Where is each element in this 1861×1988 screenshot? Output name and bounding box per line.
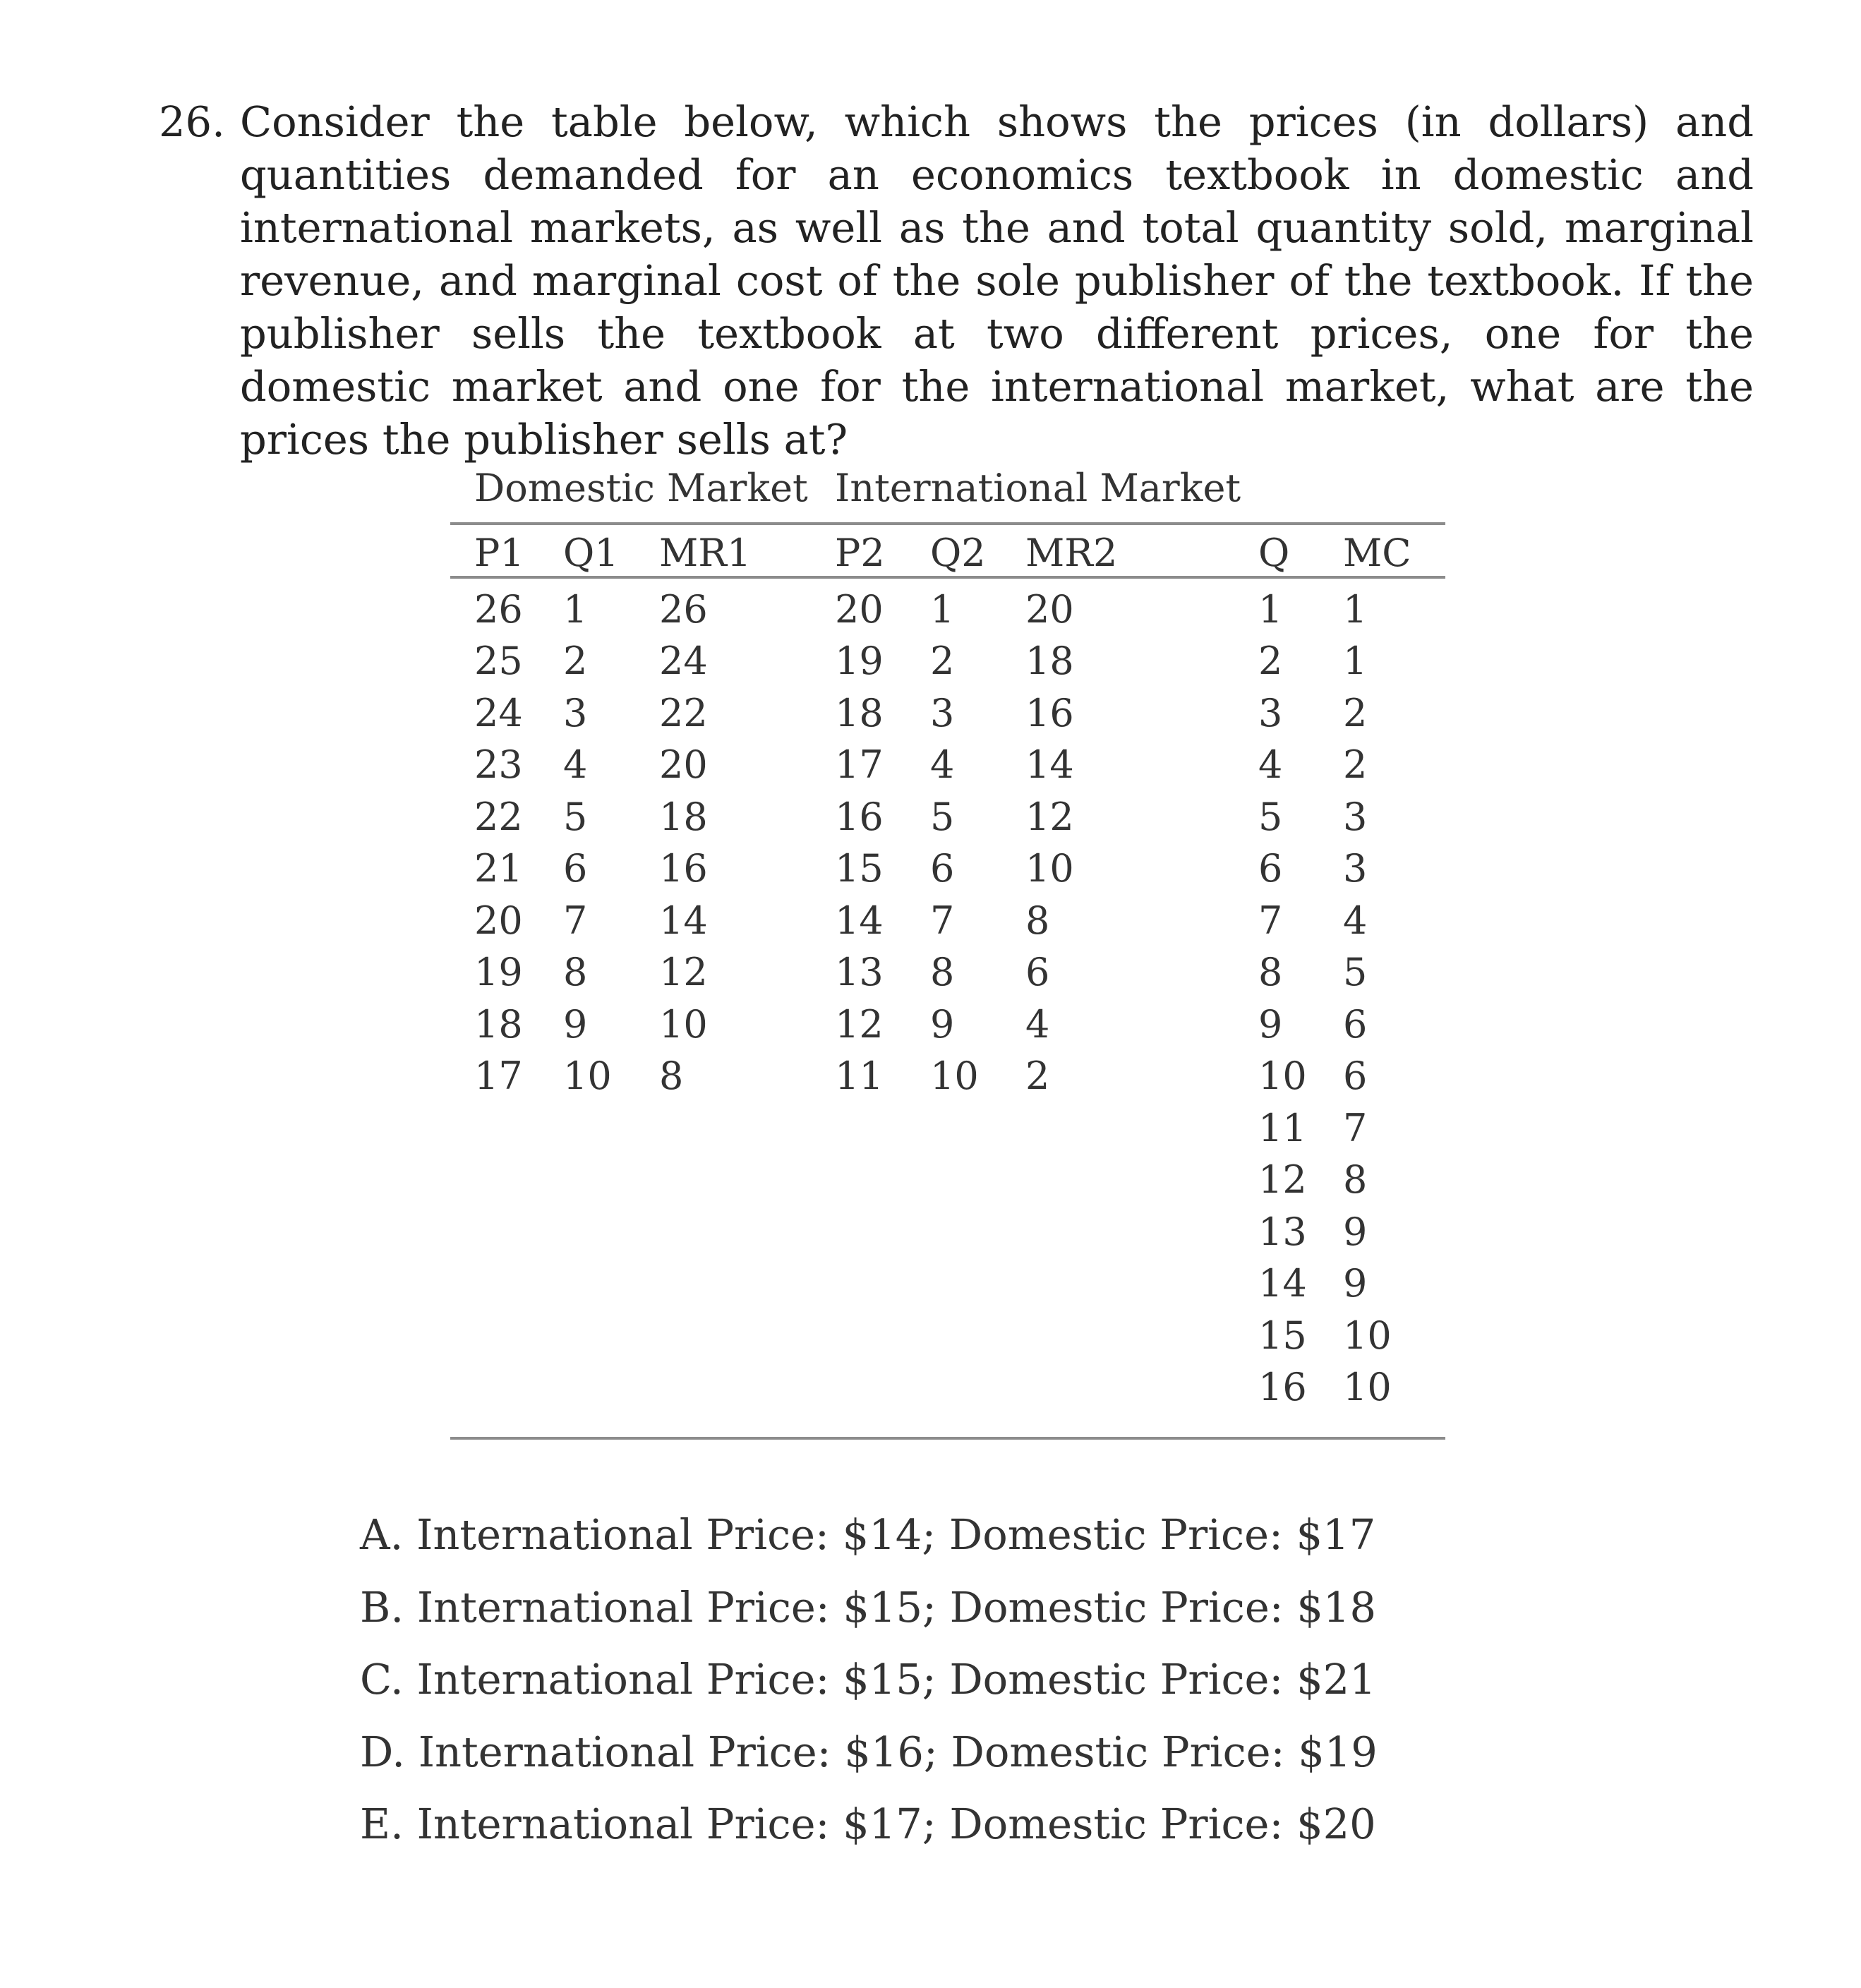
cell-mr2: 4 (1025, 1001, 1050, 1047)
cell-q: 15 (1258, 1313, 1307, 1358)
cell-q1: 5 (563, 794, 588, 839)
cell-mr1: 24 (659, 639, 708, 683)
cell-mc: 3 (1343, 846, 1368, 891)
cell-q: 1 (1258, 586, 1283, 632)
cell-q: 14 (1258, 1261, 1307, 1306)
cell-mc: 8 (1343, 1157, 1368, 1202)
cell-p2: 13 (835, 950, 884, 994)
cell-mr2: 10 (1025, 846, 1074, 891)
cell-mr1: 20 (659, 742, 708, 787)
cell-mr2: 18 (1025, 639, 1074, 683)
column-header-mr1: MR1 (659, 531, 752, 575)
answer-option-d[interactable]: D. International Price: $16; Domestic Price: $19 (360, 1727, 1378, 1776)
cell-p1: 22 (474, 794, 523, 839)
table-row (450, 738, 1445, 790)
cell-p1: 18 (474, 1001, 523, 1047)
cell-p1: 17 (474, 1054, 523, 1098)
cell-mc: 1 (1343, 586, 1368, 632)
cell-p2: 12 (835, 1001, 884, 1047)
cell-p2: 11 (835, 1054, 884, 1098)
cell-q: 11 (1258, 1105, 1307, 1150)
cell-q1: 7 (563, 898, 588, 943)
cell-mc: 10 (1343, 1313, 1392, 1358)
table-row (450, 1205, 1445, 1258)
question-number: 26. (159, 97, 225, 146)
table-row (450, 583, 1445, 635)
cell-q: 9 (1258, 1001, 1283, 1047)
cell-mr1: 14 (659, 898, 708, 943)
cell-p2: 14 (835, 898, 884, 943)
cell-q1: 2 (563, 639, 588, 683)
price-quantity-table (450, 466, 1445, 1413)
table-row (450, 894, 1445, 946)
column-header-q2: Q2 (930, 531, 986, 575)
column-header-q: Q (1258, 531, 1290, 575)
column-header-mc: MC (1343, 531, 1411, 575)
cell-mr2: 6 (1025, 950, 1050, 994)
answer-option-c[interactable]: C. International Price: $15; Domestic Price: $21 (360, 1655, 1376, 1704)
cell-q: 6 (1258, 846, 1283, 891)
cell-q2: 8 (930, 950, 955, 994)
cell-q1: 1 (563, 586, 588, 632)
cell-mr1: 16 (659, 846, 708, 891)
cell-p1: 20 (474, 898, 523, 943)
cell-q: 7 (1258, 898, 1283, 943)
cell-mr2: 12 (1025, 794, 1074, 839)
table-row (450, 687, 1445, 739)
column-header-p2: P2 (835, 531, 885, 575)
cell-q2: 10 (930, 1054, 979, 1098)
cell-mr1: 10 (659, 1001, 708, 1047)
cell-mc: 6 (1343, 1054, 1368, 1098)
cell-p2: 19 (835, 639, 884, 683)
table-row (450, 998, 1445, 1050)
table-row (450, 634, 1445, 687)
cell-q: 12 (1258, 1157, 1307, 1202)
cell-p2: 15 (835, 846, 884, 891)
cell-q: 16 (1258, 1365, 1307, 1409)
table-row (450, 1257, 1445, 1309)
column-header-p1: P1 (474, 531, 524, 575)
answer-option-a[interactable]: A. International Price: $14; Domestic Price: $17 (360, 1510, 1376, 1559)
international-market-header: International Market (835, 466, 1241, 510)
cell-q: 5 (1258, 794, 1283, 839)
question-text: Consider the table below, which shows the prices (in dollars) and quantities demanded for an economics textbook in domestic and international markets, as well as the and total quantity sold, marginal revenue, and marginal cost of the sole publisher of the textbook. If the publisher sells the textbook at two different prices, one for the domestic market and one for the international market, what are the prices the publisher sells at? (240, 97, 1754, 464)
answer-option-e[interactable]: E. International Price: $17; Domestic Price: $20 (360, 1800, 1376, 1848)
table-column-headers (450, 526, 1445, 579)
cell-q1: 10 (563, 1054, 612, 1098)
cell-q2: 6 (930, 846, 955, 891)
column-header-q1: Q1 (563, 531, 619, 575)
cell-p1: 23 (474, 742, 523, 787)
cell-q2: 4 (930, 742, 955, 787)
cell-q1: 9 (563, 1001, 588, 1047)
cell-mr2: 2 (1025, 1054, 1050, 1098)
cell-q: 2 (1258, 639, 1283, 683)
cell-q2: 2 (930, 639, 955, 683)
cell-p2: 16 (835, 794, 884, 839)
cell-p1: 24 (474, 690, 523, 735)
cell-q1: 8 (563, 950, 588, 994)
cell-mr1: 8 (659, 1054, 684, 1098)
cell-p1: 19 (474, 950, 523, 994)
cell-mc: 4 (1343, 898, 1368, 943)
cell-q1: 6 (563, 846, 588, 891)
cell-q: 13 (1258, 1209, 1307, 1254)
cell-q1: 3 (563, 690, 588, 735)
cell-mr2: 8 (1025, 898, 1050, 943)
cell-p1: 26 (474, 586, 523, 632)
table-row (450, 842, 1445, 894)
table-group-headers (450, 466, 1445, 515)
table-row (450, 1361, 1445, 1413)
cell-mr2: 14 (1025, 742, 1074, 787)
cell-q2: 3 (930, 690, 955, 735)
column-header-mr2: MR2 (1025, 531, 1118, 575)
table-row (450, 1102, 1445, 1154)
cell-mc: 6 (1343, 1001, 1368, 1047)
table-row (450, 1049, 1445, 1102)
cell-q2: 5 (930, 794, 955, 839)
cell-mc: 7 (1343, 1105, 1368, 1150)
cell-mr2: 20 (1025, 586, 1074, 632)
answer-option-b[interactable]: B. International Price: $15; Domestic Price: $18 (360, 1582, 1376, 1632)
cell-p2: 18 (835, 690, 884, 735)
cell-mc: 1 (1343, 639, 1368, 683)
cell-mr1: 26 (659, 586, 708, 632)
question-block (159, 95, 1754, 466)
answer-options (360, 1510, 1378, 1872)
table-row (450, 790, 1445, 843)
cell-q: 4 (1258, 742, 1283, 787)
cell-mr2: 16 (1025, 690, 1074, 735)
table-header-rule (450, 576, 1445, 579)
cell-q1: 4 (563, 742, 588, 787)
cell-q: 10 (1258, 1054, 1307, 1098)
cell-q: 3 (1258, 690, 1283, 735)
cell-mc: 9 (1343, 1261, 1368, 1306)
cell-mr1: 18 (659, 794, 708, 839)
cell-p1: 25 (474, 639, 523, 683)
cell-mc: 2 (1343, 690, 1368, 735)
cell-q2: 7 (930, 898, 955, 943)
cell-mc: 10 (1343, 1365, 1392, 1409)
cell-q: 8 (1258, 950, 1283, 994)
table-row (450, 946, 1445, 998)
table-body (450, 583, 1445, 1413)
cell-q2: 9 (930, 1001, 955, 1047)
cell-mr1: 22 (659, 690, 708, 735)
cell-mc: 2 (1343, 742, 1368, 787)
domestic-market-header: Domestic Market (474, 466, 808, 510)
cell-mc: 3 (1343, 794, 1368, 839)
cell-p1: 21 (474, 846, 523, 891)
table-top-rule (450, 522, 1445, 525)
table-row (450, 1309, 1445, 1361)
cell-mr1: 12 (659, 950, 708, 994)
table-row (450, 1153, 1445, 1205)
cell-mc: 9 (1343, 1209, 1368, 1254)
cell-p2: 20 (835, 586, 884, 632)
cell-mc: 5 (1343, 950, 1368, 994)
cell-q2: 1 (930, 586, 955, 632)
cell-p2: 17 (835, 742, 884, 787)
table-bottom-rule (450, 1437, 1445, 1440)
